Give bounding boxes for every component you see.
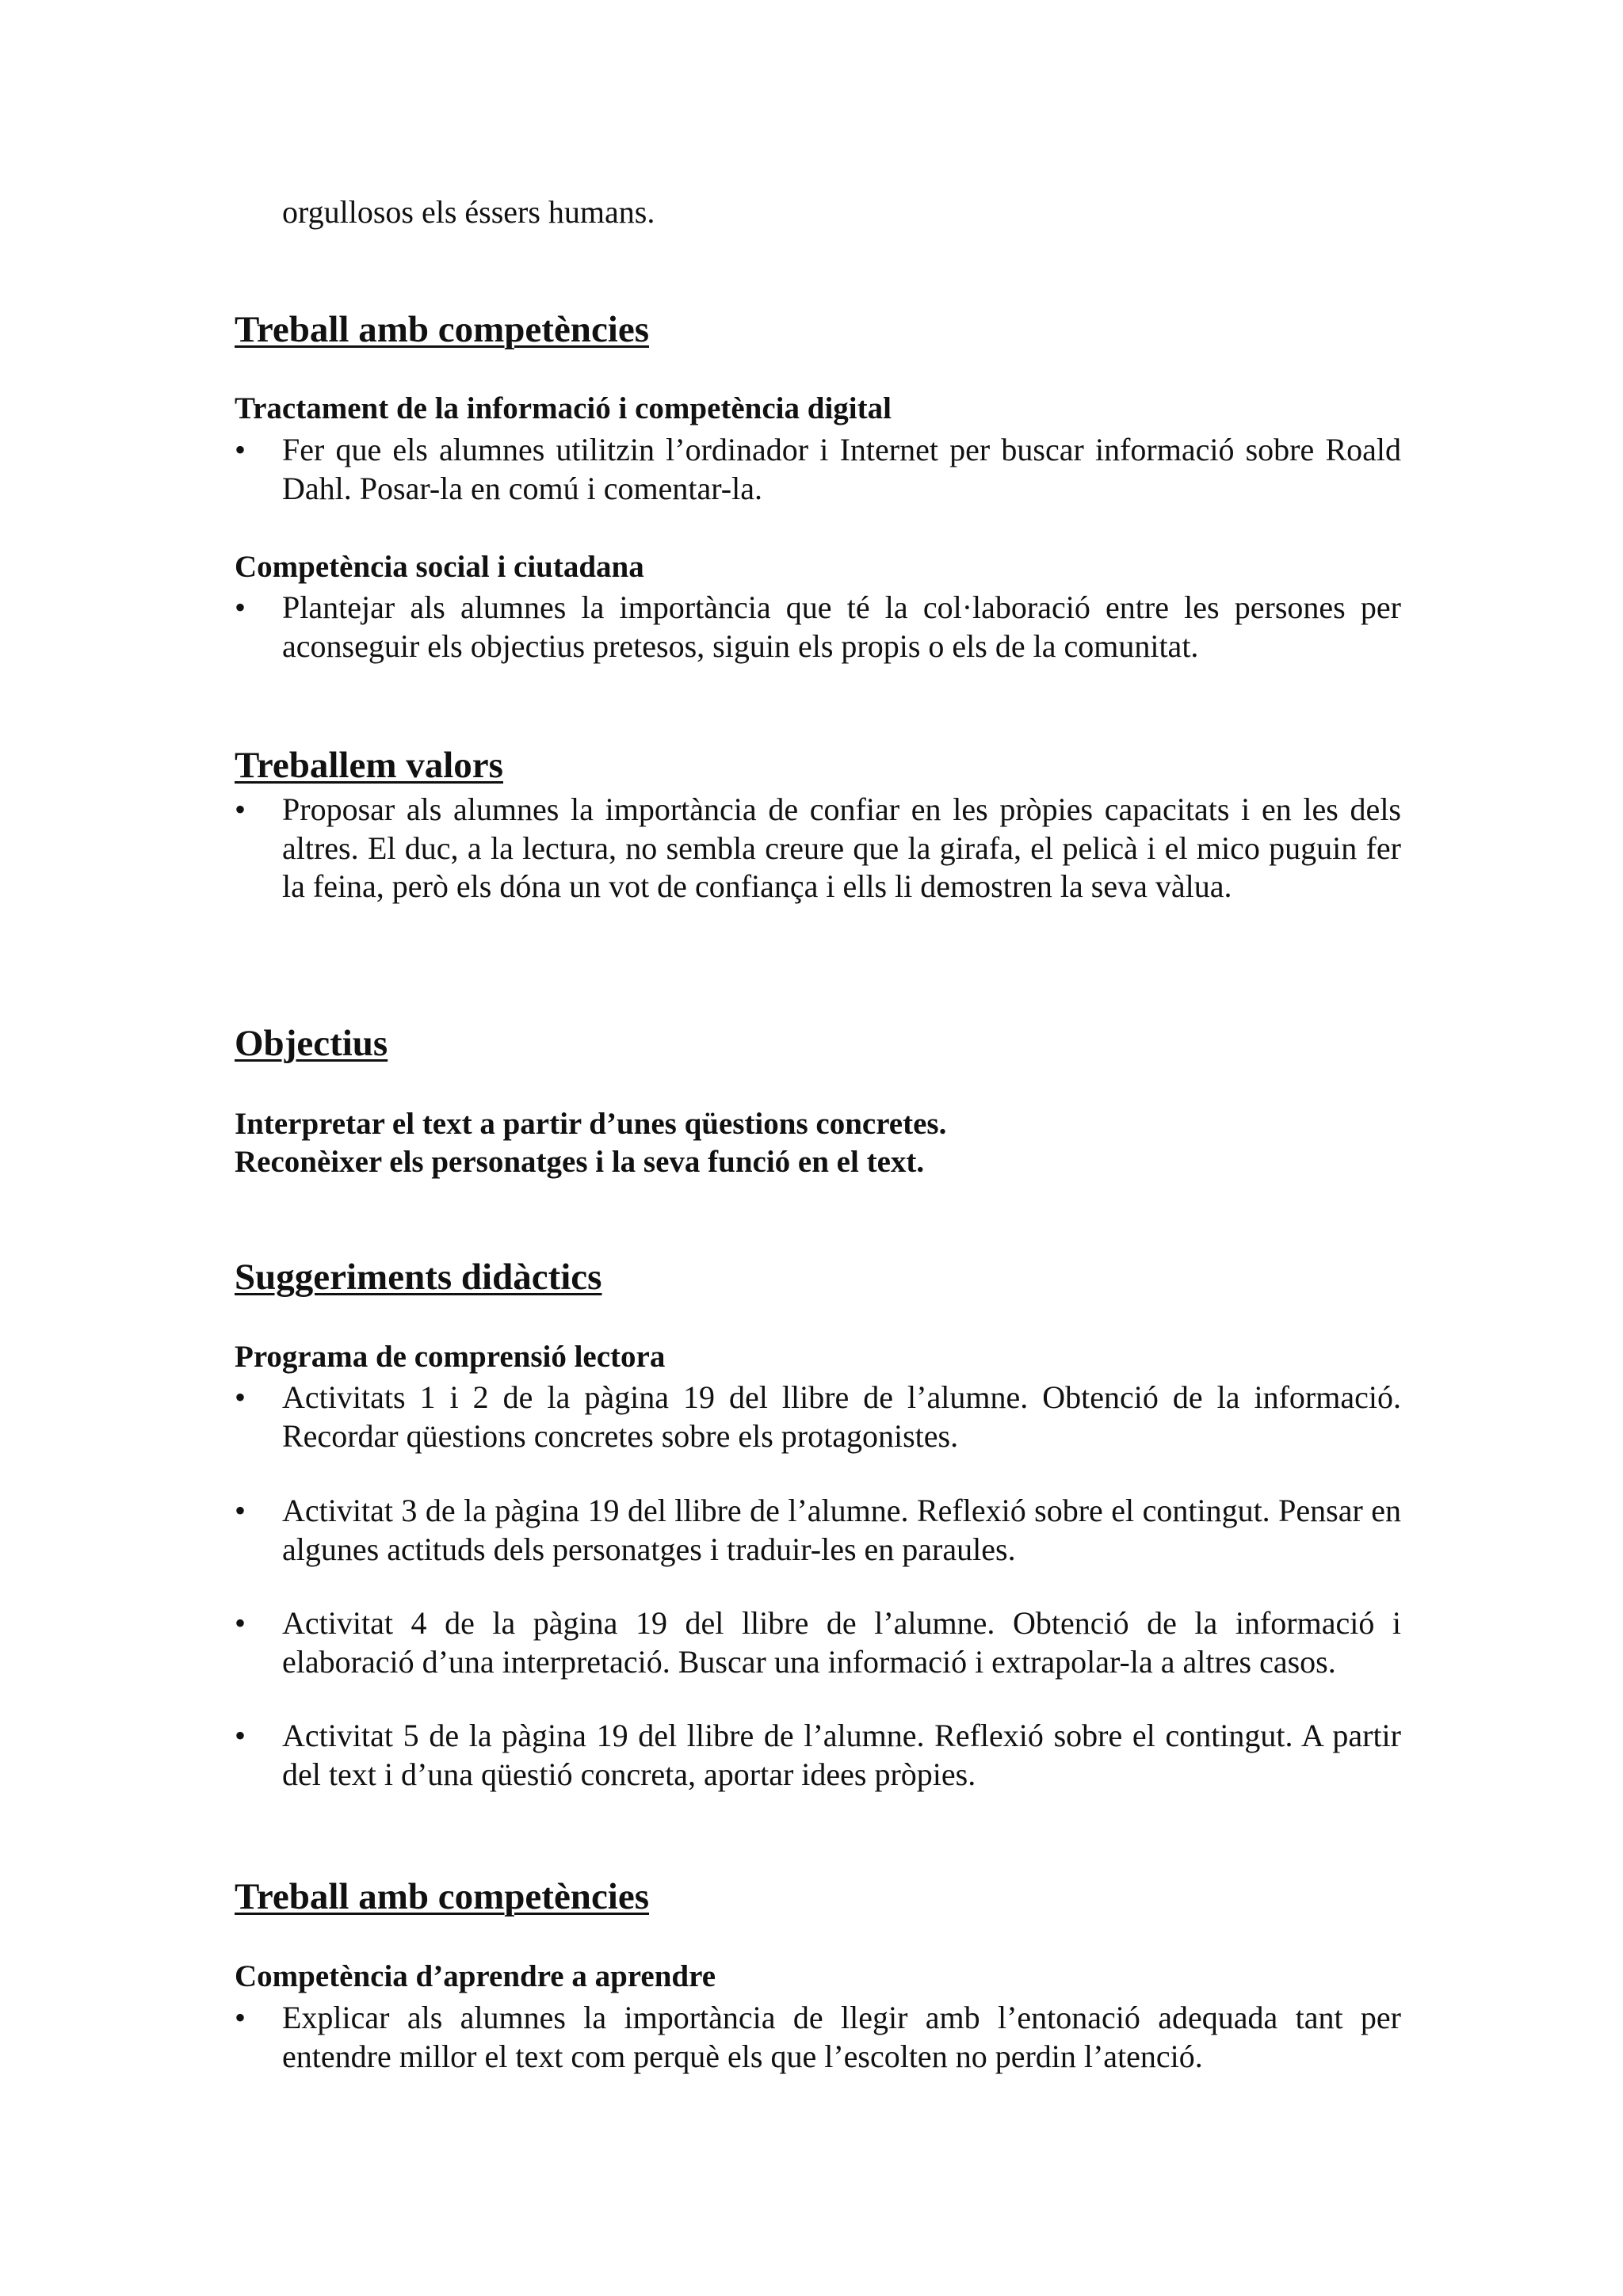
bullet-text: Activitats 1 i 2 de la pàgina 19 del llibre de l’alumne. Obtenció de la informació. Recordar qüestions concretes sobre els protagonistes. <box>282 1379 1401 1454</box>
bullet-text: Activitat 4 de la pàgina 19 del llibre de l’alumne. Obtenció de la informació i elaboració d’una interpretació. Buscar una informació i extrapolar-la a altres casos. <box>282 1605 1401 1680</box>
bullet-text: Fer que els alumnes utilitzin l’ordinador i Internet per buscar informació sobre Roald Dahl. Posar-la en comú i comentar-la. <box>282 432 1401 506</box>
continuation-text: orgullosos els éssers humans. <box>282 194 655 230</box>
bullet-marker: • <box>235 1718 246 1753</box>
subheading-social: Competència social i ciutadana <box>235 550 644 584</box>
bullet-text: Proposar als alumnes la importància de confiar en les pròpies capacitats i en les dels altres. El duc, a la lectura, no sembla creure que la girafa, el pelicà i el mico puguin fer la feina, però els dóna un vot de confiança i ells li demostren la seva vàlua. <box>282 791 1401 904</box>
subheading-comprensio: Programa de comprensió lectora <box>235 1340 666 1374</box>
bullet-marker: • <box>235 2000 246 2035</box>
objective-line: Interpretar el text a partir d’unes qüestions concretes. <box>235 1107 947 1141</box>
objective-line: Reconèixer els personatges i la seva funció en el text. <box>235 1145 925 1179</box>
bullet-marker: • <box>235 1379 246 1415</box>
bullet-text: Plantejar als alumnes la importància que té la col·laboració entre les persones per aconseguir els objectius pretesos, siguin els propis o els de la comunitat. <box>282 589 1401 664</box>
subheading-digital: Tractament de la informació i competència digital <box>235 391 892 425</box>
bullet-marker: • <box>235 1493 246 1528</box>
bullet-text: Explicar als alumnes la importància de llegir amb l’entonació adequada tant per entendre millor el text com perquè els que l’escolten no perdin l’atenció. <box>282 2000 1401 2074</box>
section-heading-suggeriments: Suggeriments didàctics <box>235 1257 602 1298</box>
objectives-list <box>235 1105 1401 1181</box>
bullet-marker: • <box>235 1605 246 1641</box>
bullet-marker: • <box>235 432 246 467</box>
subheading-aprendre: Competència d’aprendre a aprendre <box>235 1959 716 1993</box>
section-heading-objectius: Objectius <box>235 1023 388 1064</box>
section-heading-competencies-2: Treball amb competències <box>235 1876 650 1917</box>
section-heading-competencies-1: Treball amb competències <box>235 309 650 350</box>
section-heading-valors: Treballem valors <box>235 745 503 786</box>
bullet-marker: • <box>235 589 246 625</box>
bullet-text: Activitat 3 de la pàgina 19 del llibre de l’alumne. Reflexió sobre el contingut. Pensar en algunes actituds dels personatges i traduir-les en paraules. <box>282 1493 1401 1567</box>
bullet-text: Activitat 5 de la pàgina 19 del llibre de l’alumne. Reflexió sobre el contingut. A partir del text i d’una qüestió concreta, aportar idees pròpies. <box>282 1718 1401 1792</box>
bullet-marker: • <box>235 791 246 827</box>
